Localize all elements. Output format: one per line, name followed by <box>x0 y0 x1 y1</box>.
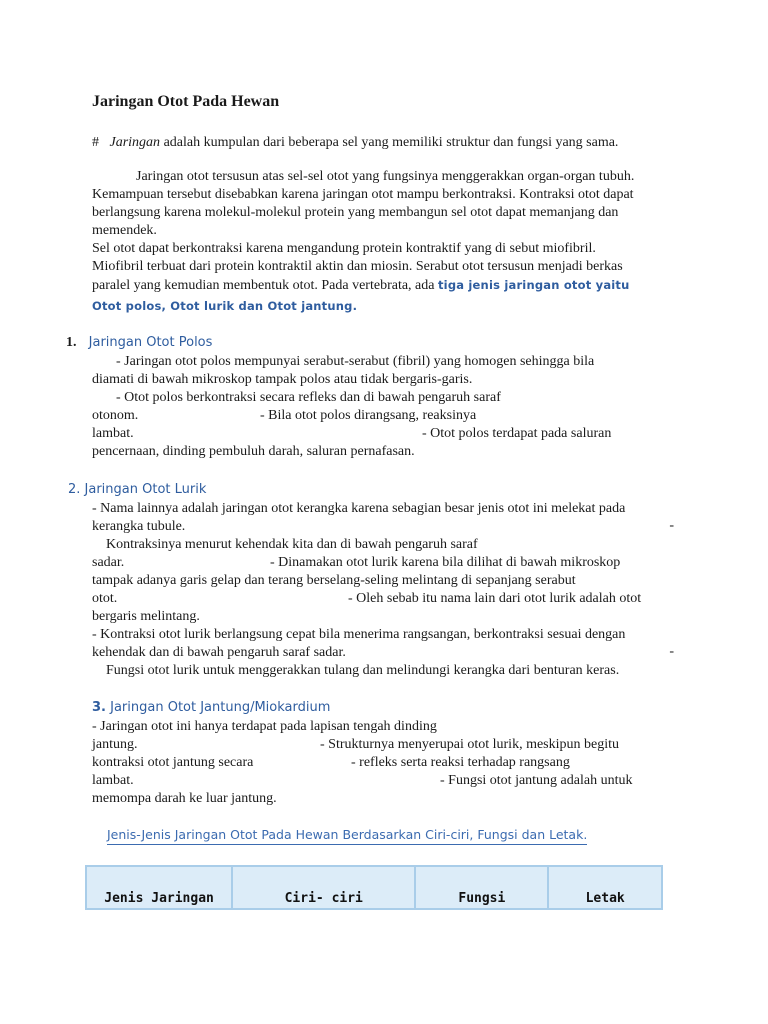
s1-line-3: - Otot polos berkontraksi secara refleks dan di bawah pengaruh saraf <box>116 390 501 405</box>
section-3-title: Jaringan Otot Jantung/Miokardium <box>110 700 331 715</box>
s3-line-4a: lambat. <box>92 773 134 788</box>
s3-line-2a: jantung. <box>92 737 138 752</box>
s3-line-3b: - refleks serta reaksi terhadap rangsang <box>351 755 570 770</box>
s2-line-2b: - <box>669 518 674 533</box>
s1-line-4b: - Bila otot polos dirangsang, reaksinya <box>260 408 477 423</box>
s2-line-4b: - Dinamakan otot lurik karena bila dilihat di bawah mikroskop <box>270 555 621 570</box>
page-title: Jaringan Otot Pada Hewan <box>92 93 280 110</box>
intro-highlight: tiga jenis jaringan otot yaitu <box>437 278 630 292</box>
header-letak: Letak <box>548 866 662 909</box>
hash-symbol: # <box>92 135 99 150</box>
s2-line-10: Fungsi otot lurik untuk menggerakkan tulang dan melindungi kerangka dari benturan keras. <box>106 663 620 678</box>
intro-line-2: Kemampuan tersebut disebabkan karena jaringan otot mampu berkontraksi. Kontraksi otot dapat <box>92 187 634 202</box>
section-3-heading <box>92 700 330 715</box>
section-1-title: Jaringan Otot Polos <box>88 335 213 350</box>
definition-text: adalah kumpulan dari beberapa sel yang memiliki struktur dan fungsi yang sama. <box>163 135 619 150</box>
section-1-number: 1. <box>66 335 77 350</box>
s2-line-6a: otot. <box>92 591 118 606</box>
s1-line-6: pencernaan, dinding pembuluh darah, saluran pernafasan. <box>92 444 415 459</box>
intro-line-6: Miofibril terbuat dari protein kontraktil aktin dan miosin. Serabut otot tersusun menjadi berkas <box>92 259 623 274</box>
header-fungsi: Fungsi <box>415 866 548 909</box>
s2-line-6b: - Oleh sebab itu nama lain dari otot lurik adalah otot <box>348 591 642 606</box>
section-3-number: 3. <box>92 700 106 715</box>
intro-line-1: Jaringan otot tersusun atas sel-sel otot yang fungsinya menggerakkan organ-organ tubuh. <box>136 169 635 184</box>
s1-line-1: - Jaringan otot polos mempunyai serabut-serabut (fibril) yang homogen sehingga bila <box>116 354 595 369</box>
s1-line-5a: lambat. <box>92 426 134 441</box>
s2-line-4a: sadar. <box>92 555 125 570</box>
s1-line-2: diamati di bawah mikroskop tampak polos atau tidak bergaris-garis. <box>92 372 473 387</box>
table-caption: Jenis-Jenis Jaringan Otot Pada Hewan Berdasarkan Ciri-ciri, Fungsi dan Letak. <box>107 827 587 845</box>
muscle-tissue-table <box>85 865 663 910</box>
s3-line-1: - Jaringan otot ini hanya terdapat pada lapisan tengah dinding <box>92 719 437 734</box>
s3-line-4b: - Fungsi otot jantung adalah untuk <box>440 773 633 788</box>
definition-line <box>92 134 618 152</box>
intro-line-5: Sel otot dapat berkontraksi karena mengandung protein kontraktif yang di sebut miofibril. <box>92 241 596 256</box>
intro-highlight-2: Otot polos, Otot lurik dan Otot jantung. <box>92 299 358 313</box>
s2-line-7: bergaris melintang. <box>92 609 200 624</box>
intro-line-7 <box>92 276 630 295</box>
header-ciri-ciri: Ciri- ciri <box>232 866 415 909</box>
s1-line-5b: - Otot polos terdapat pada saluran <box>422 426 612 441</box>
section-1-heading <box>66 335 212 351</box>
intro-line-7-text: paralel yang kemudian membentuk otot. Pada vertebrata, ada <box>92 278 435 293</box>
s2-line-1: - Nama lainnya adalah jaringan otot kerangka karena sebagian besar jenis otot ini melekat pada <box>92 501 626 516</box>
section-2-heading: 2. Jaringan Otot Lurik <box>68 482 207 497</box>
s2-line-8: - Kontraksi otot lurik berlangsung cepat bila menerima rangsangan, berkontraksi sesuai dengan <box>92 627 626 642</box>
s3-line-5: memompa darah ke luar jantung. <box>92 791 277 806</box>
s1-line-4a: otonom. <box>92 408 139 423</box>
definition-term: Jaringan <box>109 135 161 150</box>
s3-line-3a: kontraksi otot jantung secara <box>92 755 254 770</box>
s2-line-3: Kontraksinya menurut kehendak kita dan di bawah pengaruh saraf <box>106 537 478 552</box>
s2-line-9a: kehendak dan di bawah pengaruh saraf sadar. <box>92 645 346 660</box>
s2-line-5: tampak adanya garis gelap dan terang berselang-seling melintang di sepanjang serabut <box>92 573 576 588</box>
intro-line-3: berlangsung karena molekul-molekul protein yang membangun sel otot dapat memanjang dan <box>92 205 619 220</box>
s2-line-2a: kerangka tubule. <box>92 519 186 534</box>
table-header-row <box>86 866 662 909</box>
s3-line-2b: - Strukturnya menyerupai otot lurik, meskipun begitu <box>320 737 620 752</box>
header-jenis-jaringan: Jenis Jaringan <box>86 866 232 909</box>
intro-line-4: memendek. <box>92 223 157 238</box>
s2-line-9b: - <box>669 644 674 659</box>
